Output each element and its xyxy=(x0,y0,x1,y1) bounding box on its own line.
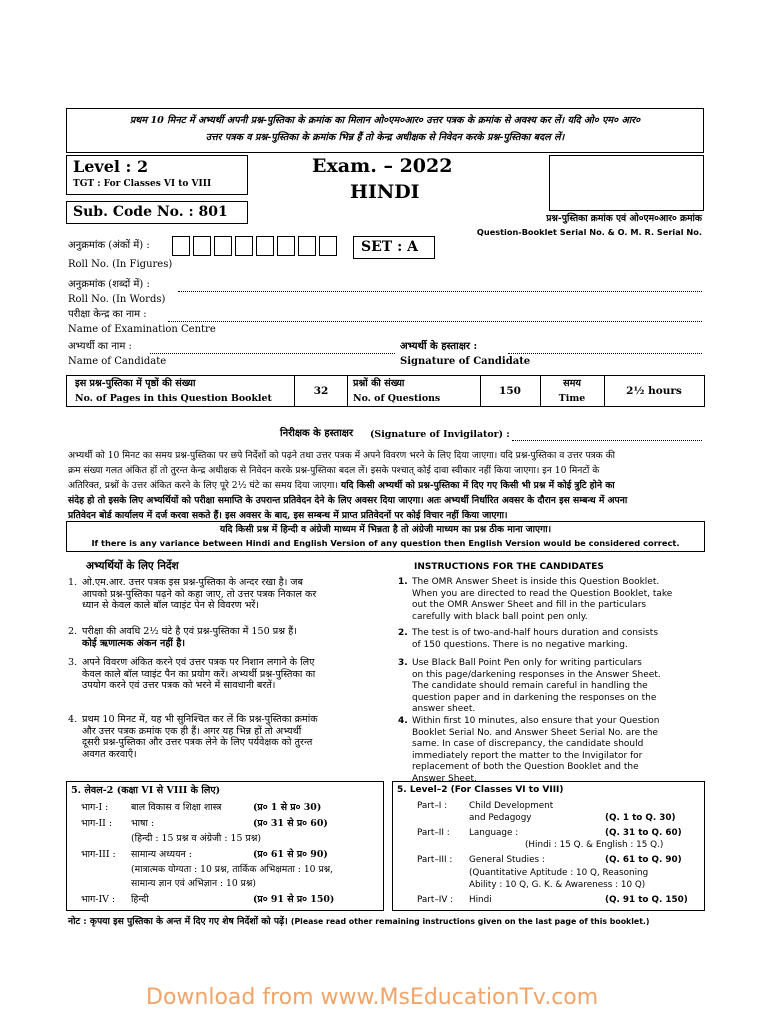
instruction-line: अपने विवरण अंकित करने एवं उत्तर पत्रक पर निशान लगाने के लिए xyxy=(82,657,315,668)
part-range: (Q. 91 to Q. 150) xyxy=(605,895,688,905)
pages-label-english: No. of Pages in this Question Booklet xyxy=(75,393,272,404)
watermark-link[interactable]: Download from www.MsEducationTv.com xyxy=(146,985,599,1010)
sub-code-box: Sub. Code No. : 801 xyxy=(66,201,248,224)
instruction-line: question paper and in darkening the responses on the xyxy=(412,692,657,703)
instruction-number: 2. xyxy=(68,626,78,637)
roll-digit-box[interactable] xyxy=(256,236,274,256)
instruction-number: 3. xyxy=(398,658,408,668)
time-value: 2½ hours xyxy=(626,385,682,397)
centre-label-hindi: परीक्षा केन्द्र का नाम : xyxy=(68,309,147,320)
signature-label-english: Signature of Candidate xyxy=(400,356,531,367)
part-range: (प्र० 1 से प्र० 30) xyxy=(253,802,322,813)
roll-words-label-hindi: अनुक्रमांक (शब्दों में) : xyxy=(68,279,150,290)
part-label: Part–IV : xyxy=(417,895,454,905)
part-label: भाग-I : xyxy=(81,802,109,813)
instruction-line: replacement of both the Question Booklet and the xyxy=(412,762,639,773)
hindi-paragraph-line-3 xyxy=(68,478,704,493)
instruction-line: Booklet Serial No. and Answer Sheet Serial No. are the xyxy=(412,727,658,738)
instruction-line: The candidate should remain careful in handling the xyxy=(412,681,648,692)
top-notice xyxy=(66,108,704,153)
part-text: बाल विकास व शिक्षा शास्त्र xyxy=(131,802,222,813)
roll-digit-box[interactable] xyxy=(298,236,316,256)
roll-figures-label-hindi: अनुक्रमांक (अंकों में) : xyxy=(68,240,150,251)
instruction-line: answer sheet. xyxy=(412,704,476,715)
questions-label-hindi: प्रश्नों की संख्या xyxy=(353,378,405,389)
part-label: Part–I : xyxy=(417,801,448,811)
serial-label-english: Question-Booklet Serial No. & O. M. R. Serial No. xyxy=(476,227,702,237)
level-title: Level : 2 xyxy=(73,157,149,176)
serial-label-hindi: प्रश्न-पुस्तिका क्रमांक एवं ओ०एम०आर० क्रमांक xyxy=(546,213,702,224)
centre-label-english: Name of Examination Centre xyxy=(68,324,216,335)
part-label: Part–III : xyxy=(417,855,453,865)
variance-english: If there is any variance between Hindi and English Version of any question then English Version would be considered correct. xyxy=(91,538,680,548)
exam-title: Exam. – 2022 xyxy=(312,155,453,177)
instruction-text xyxy=(82,577,380,612)
part-label: Part–II : xyxy=(417,828,450,838)
candidate-line[interactable] xyxy=(150,353,395,354)
part-label: भाग-IV : xyxy=(81,894,116,905)
hindi-paragraph-line-3b: यदि किसी अभ्यर्थी को प्रश्न-पुस्तिका में दिए गए किसी भी प्रश्न में कोई त्रुटि होने का xyxy=(340,480,615,491)
part-range: (प्र० 61 से प्र० 90) xyxy=(253,849,328,860)
level-box xyxy=(66,155,248,195)
instruction-line: carefully with black ball point pen only. xyxy=(412,611,588,622)
part-label: भाग-II : xyxy=(81,818,113,829)
centre-line[interactable] xyxy=(168,321,702,322)
instruction-number: 1. xyxy=(398,577,408,587)
level2-english-heading: 5. Level–2 (For Classes VI to VIII) xyxy=(397,785,564,795)
part-text: हिन्दी xyxy=(131,894,149,905)
instruction-line: आपको प्रश्न-पुस्तिका पढ़ने को कहा जाए, तो उत्तर पत्रक निकाल कर xyxy=(82,588,317,600)
part-text: and Pedagogy xyxy=(469,813,532,823)
instruction-text xyxy=(82,626,380,649)
note-hindi: नोट : कृपया इस पुस्तिका के अन्त में दिए गए शेष निर्देशों को पढ़ें। xyxy=(68,916,288,927)
roll-number-boxes[interactable] xyxy=(172,236,340,261)
level2-hindi-part-3-sub-1: (मात्रात्मक योग्यता : 10 प्रश्न, तार्किक अभिक्षमता : 10 प्रश्न, xyxy=(131,864,334,875)
instruction-text xyxy=(412,628,708,651)
info-table xyxy=(66,375,705,407)
questions-label-english: No. of Questions xyxy=(353,393,441,404)
signature-line[interactable] xyxy=(508,353,702,354)
time-label-english: Time xyxy=(558,393,586,404)
roll-digit-box[interactable] xyxy=(319,236,337,256)
instruction-line: उपयोग करने एवं उत्तर पत्रक को भरने में सावधानी बरतें। xyxy=(82,680,276,692)
roll-digit-box[interactable] xyxy=(193,236,211,256)
part-text: General Studies : xyxy=(469,855,545,865)
roll-words-line[interactable] xyxy=(178,291,702,292)
instruction-line: The OMR Answer Sheet is inside this Question Booklet. xyxy=(412,577,660,587)
instruction-line: केवल काले बॉल प्वाइंट पैन का प्रयोग करें। अभ्यर्थी प्रश्न-पुस्तिका का xyxy=(82,668,316,680)
note xyxy=(68,916,649,929)
instruction-text xyxy=(412,658,708,716)
instruction-line: When you are directed to read the Question Booklet, take xyxy=(412,588,673,599)
roll-figures-label-english: Roll No. (In Figures) xyxy=(68,259,173,270)
candidate-label-english: Name of Candidate xyxy=(68,356,167,367)
part-range: (प्र० 31 से प्र० 60) xyxy=(253,818,328,829)
invigilator-label-hindi: निरीक्षक के हस्ताक्षर xyxy=(280,428,354,439)
part-label: भाग-III : xyxy=(81,849,116,860)
questions-value: 150 xyxy=(499,385,521,397)
instruction-line: The test is of two-and-half hours duration and consists xyxy=(412,628,659,638)
instruction-line: परीक्षा की अवधि 2½ घंटे है एवं प्रश्न-पुस्तिका में 150 प्रश्न हैं। xyxy=(82,626,297,637)
instruction-text xyxy=(412,716,708,786)
pages-label-hindi: इस प्रश्न-पुस्तिका में पृष्ठों की संख्या xyxy=(75,378,196,389)
roll-digit-box[interactable] xyxy=(214,236,232,256)
part-sub: (Quantitative Aptitude : 10 Q, Reasoning xyxy=(469,868,649,878)
roll-digit-box[interactable] xyxy=(277,236,295,256)
level2-hindi-heading: 5. लेवल-2 (कक्षा VI से VIII के लिए) xyxy=(71,785,221,796)
hindi-paragraph-line-1: अभ्यर्थी को 10 मिनट का समय प्रश्न-पुस्तिका पर छपे निर्देशों को पढ़ने तथा उत्तर पत्रक में अपने विवरण भरने के लिए दिया जाएगा। यदि प्रश्न-पुस्तिका व उत्तर पत्रक की xyxy=(68,450,616,461)
serial-number-box xyxy=(549,155,704,211)
instructions-hindi-heading: अभ्यर्थियों के लिए निर्देश xyxy=(86,560,179,572)
exam-subject: HINDI xyxy=(350,181,420,203)
time-label-hindi: समय xyxy=(563,378,581,389)
hindi-paragraph-line-3a: अतिरिक्त, प्रश्नों के उत्तर अंकित करने के लिए पूरे 2½ घंटे का समय दिया जाएगा। xyxy=(68,480,338,491)
instruction-line: Within first 10 minutes, also ensure that your Question xyxy=(412,716,660,726)
instruction-line: same. In case of discrepancy, the candidate should xyxy=(412,739,644,750)
hindi-paragraph-line-5: प्रतिवेदन बोर्ड कार्यालय में दर्ज करवा सकते हैं। इस अवसर के बाद, इस सम्बन्ध में प्राप्त प्रतिवेदनों पर कोई विचार नहीं किया जाएगा। xyxy=(68,510,508,521)
instruction-number: 1. xyxy=(68,577,78,588)
part-text: Hindi xyxy=(469,895,492,905)
candidate-label-hindi: अभ्यर्थी का नाम : xyxy=(68,341,132,352)
instructions-english-heading: INSTRUCTIONS FOR THE CANDIDATES xyxy=(414,562,604,572)
invigilator-line[interactable] xyxy=(512,440,702,441)
roll-digit-box[interactable] xyxy=(235,236,253,256)
invigilator-label-english: (Signature of Invigilator) : xyxy=(370,429,510,440)
part-range: (प्र० 91 से प्र० 150) xyxy=(253,894,335,905)
instruction-number: 2. xyxy=(398,628,408,638)
part-text: Language : xyxy=(469,828,519,838)
part-text: सामान्य अध्ययन : xyxy=(131,849,192,860)
part-range: (Q. 31 to Q. 60) xyxy=(605,828,682,838)
instruction-line: और उत्तर पत्रक क्रमांक एक ही हैं। अगर यह भिन्न हों तो अभ्यर्थी xyxy=(82,725,302,737)
top-notice-line-1: प्रथम 10 मिनट में अभ्यर्थी अपनी प्रश्न-पुस्तिका के क्रमांक का मिलान ओ०एम०आर० उत्तर पत्रक के क्रमांक से अवश्य कर लें। यदि ओ० एम० आर० xyxy=(129,115,641,126)
roll-words-label-english: Roll No. (In Words) xyxy=(68,294,166,305)
instruction-text xyxy=(412,577,708,623)
pages-cell xyxy=(67,376,295,406)
instruction-line: प्रथम 10 मिनट में, यह भी सुनिश्चित कर लें कि प्रश्न-पुस्तिका क्रमांक xyxy=(82,714,318,725)
level2-hindi-box xyxy=(66,781,384,911)
part-text: भाषा : xyxy=(131,818,155,829)
set-box: SET : A xyxy=(353,236,435,259)
instruction-number: 4. xyxy=(398,716,408,726)
instruction-line: immediately report the matter to the Invigilator for xyxy=(412,750,643,761)
instruction-line: out the OMR Answer Sheet and fill in the particulars xyxy=(412,600,647,611)
hindi-paragraph-line-2: क्रम संख्या गलत अंकित हों तो तुरन्त केन्द्र अधीक्षक से निवेदन करके प्रश्न-पुस्तिका बदल लें। इसके पश्चात् कोई दावा स्वीकार नहीं किया जाएगा। इन 10 मिनटों के xyxy=(68,465,600,476)
signature-label-hindi: अभ्यर्थी के हस्ताक्षर : xyxy=(400,341,478,352)
instruction-line: अवगत करवाएँ। xyxy=(82,749,137,761)
instruction-line: ओ.एम.आर. उत्तर पत्रक इस प्रश्न-पुस्तिका के अन्दर रखा है। जब xyxy=(82,577,304,588)
part-range: (Q. 61 to Q. 90) xyxy=(605,855,682,865)
part-text: Child Development xyxy=(469,801,554,811)
instruction-line: ध्यान से केवल काले बॉल प्वाइंट पेन से विवरण भरें। xyxy=(82,600,259,612)
level2-hindi-part-3-sub-2: सामान्य ज्ञान एवं अभिज्ञान : 10 प्रश्न) xyxy=(131,878,256,889)
instruction-number: 3. xyxy=(68,657,78,668)
instruction-line: कोई ऋणात्मक अंकन नहीं है। xyxy=(82,637,185,649)
level-subtitle: TGT : For Classes VI to VIII xyxy=(73,179,212,189)
pages-value: 32 xyxy=(313,385,329,397)
instruction-line: Answer Sheet. xyxy=(412,773,477,784)
variance-box xyxy=(66,521,705,552)
hindi-paragraph xyxy=(68,448,704,523)
part-range: (Q. 1 to Q. 30) xyxy=(605,813,676,823)
note-english: (Please read other remaining instructions given on the last page of this booklet.) xyxy=(290,917,650,926)
instruction-line: on this page/darkening responses in the Answer Sheet. xyxy=(412,669,661,680)
instruction-text xyxy=(82,657,380,692)
level2-hindi-part-2-sub: (हिन्दी : 15 प्रश्न व अंग्रेजी : 15 प्रश्न) xyxy=(131,833,262,844)
part-sub: (Hindi : 15 Q. & English : 15 Q.) xyxy=(525,840,664,850)
instruction-number: 4. xyxy=(68,714,78,725)
instruction-line: Use Black Ball Point Pen only for writing particulars xyxy=(412,658,642,668)
variance-hindi: यदि किसी प्रश्न में हिन्दी व अंग्रेजी माध्यम में भिन्नता है तो अंग्रेजी माध्यम का प्रश्न ठीक माना जाएगा। xyxy=(219,524,552,535)
hindi-paragraph-line-4: संदेह हो तो इसके लिए अभ्यर्थियों को परीक्षा समाप्ति के उपरान्त प्रतिवेदन देने के लिए अवसर दिया जाएगा। अतः अभ्यर्थी निर्धारित अवसर के दौरान इस सम्बन्ध में अपना xyxy=(68,495,628,506)
part-sub: Ability : 10 Q, G. K. & Awareness : 10 Q) xyxy=(469,880,646,890)
instruction-line: दूसरी प्रश्न-पुस्तिका और उत्तर पत्रक लेने के लिए पर्यवेक्षक को तुरन्त xyxy=(82,737,313,749)
instruction-line: of 150 questions. There is no negative marking. xyxy=(412,639,628,650)
level2-english-box xyxy=(392,781,705,911)
instruction-text xyxy=(82,714,380,761)
roll-digit-box[interactable] xyxy=(172,236,190,256)
top-notice-line-2: उत्तर पत्रक व प्रश्न-पुस्तिका के क्रमांक भिन्न हैं तो केन्द्र अधीक्षक से निवेदन करके प्रश्न-पुस्तिका बदल लें। xyxy=(205,132,565,143)
